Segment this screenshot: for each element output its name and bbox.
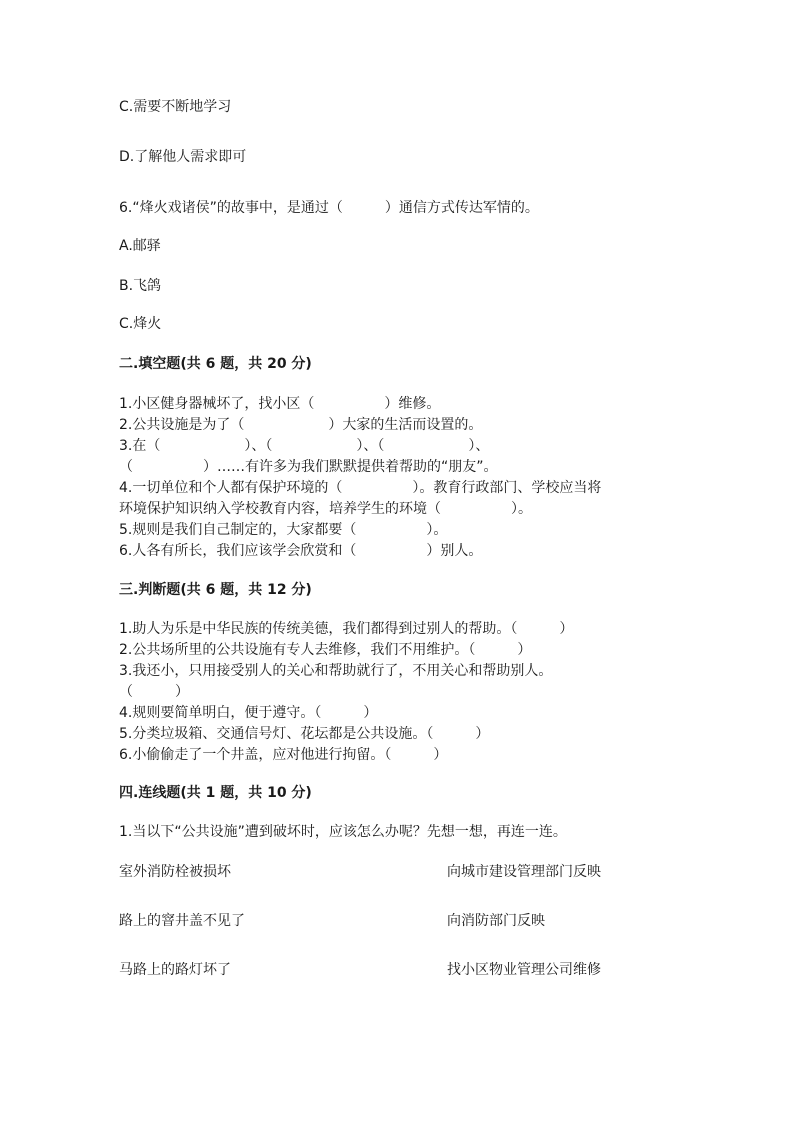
fill-item: 3.在（ ）、（ ）、（ ）、: [119, 438, 490, 454]
match-left-item: 室外消防栓被损坏: [119, 864, 231, 880]
matching-question: 1.当以下“公共设施”遭到破坏时，应该怎么办呢？先想一想，再连一连。: [119, 824, 567, 840]
match-right-item: 找小区物业管理公司维修: [447, 962, 601, 978]
match-right-item: 向消防部门反映: [447, 913, 545, 929]
match-right-item: 向城市建设管理部门反映: [447, 864, 601, 880]
fill-item: 4.一切单位和个人都有保护环境的（ ）。教育行政部门、学校应当将: [119, 480, 602, 496]
judge-item: 6.小偷偷走了一个井盖，应对他进行拘留。（ ）: [119, 747, 448, 763]
match-left-item: 路上的窨井盖不见了: [119, 913, 245, 929]
fill-item: 1.小区健身器械坏了，找小区（ ）维修。: [119, 396, 441, 412]
judge-item: 3.我还小，只用接受别人的关心和帮助就行了，不用关心和帮助别人。: [119, 663, 553, 679]
judge-item: 1.助人为乐是中华民族的传统美德，我们都得到过别人的帮助。（ ）: [119, 621, 574, 637]
question-6-option-c: C.烽火: [119, 316, 162, 332]
match-left-item: 马路上的路灯坏了: [119, 962, 231, 978]
judge-item: 4.规则要简单明白，便于遵守。（ ）: [119, 705, 378, 721]
judge-item: 5.分类垃圾箱、交通信号灯、花坛都是公共设施。（ ）: [119, 726, 490, 742]
fill-item: （ ）……有许多为我们默默提供着帮助的“朋友”。: [119, 459, 498, 475]
fill-item: 6.人各有所长，我们应该学会欣赏和（ ）别人。: [119, 543, 483, 559]
judge-item: （ ）: [119, 684, 189, 700]
judge-item: 2.公共场所里的公共设施有专人去维修，我们不用维护。（ ）: [119, 642, 532, 658]
option-c: C.需要不断地学习: [119, 99, 232, 115]
option-d: D.了解他人需求即可: [119, 149, 247, 165]
fill-item: 5.规则是我们自己制定的，大家都要（ ）。: [119, 522, 448, 538]
section-3-title: 三.判断题(共 6 题，共 12 分): [119, 582, 312, 598]
question-6-option-b: B.飞鸽: [119, 278, 162, 294]
question-6-stem: 6.“烽火戏诸侯”的故事中，是通过（ ）通信方式传达军情的。: [119, 200, 539, 216]
fill-item: 环境保护知识纳入学校教育内容，培养学生的环境（ ）。: [119, 501, 532, 517]
fill-item: 2.公共设施是为了（ ）大家的生活而设置的。: [119, 417, 483, 433]
question-6-option-a: A.邮驿: [119, 238, 161, 254]
section-2-title: 二.填空题(共 6 题，共 20 分): [119, 356, 312, 372]
section-4-title: 四.连线题(共 1 题，共 10 分): [119, 785, 312, 801]
